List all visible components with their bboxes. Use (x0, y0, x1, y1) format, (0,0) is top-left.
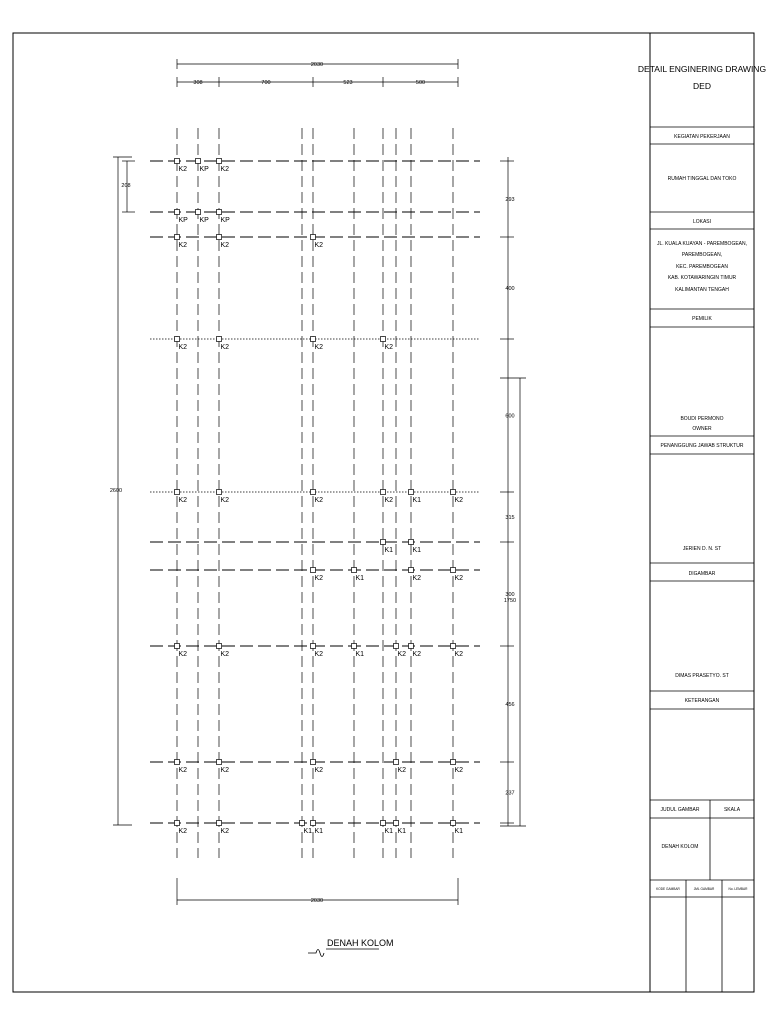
column-label: K2 (178, 828, 188, 835)
column-mark (409, 568, 414, 573)
column-label: K2 (178, 166, 188, 173)
column-mark (175, 210, 180, 215)
penanggung-label: PENANGGUNG JAWAB STRUKTUR (660, 443, 744, 449)
column-label: KP (178, 217, 188, 224)
column-label: K1 (355, 575, 365, 582)
column-label: K1 (412, 547, 422, 554)
dimension-right-total: 1750 (503, 598, 517, 604)
drawing-caption (308, 938, 394, 957)
dimension-right-segment: 315 (505, 515, 515, 521)
dimension-right-segment: 400 (505, 286, 515, 292)
column-mark (217, 490, 222, 495)
column-mark (196, 210, 201, 215)
column-mark (175, 337, 180, 342)
lokasi-line-2: PAREMBOGEAN, (681, 252, 723, 258)
column-label: K2 (220, 828, 230, 835)
column-mark (217, 235, 222, 240)
column-mark (394, 760, 399, 765)
dimension-top-segment: 500 (415, 80, 426, 86)
kode-label: KODE GAMBAR (656, 887, 680, 891)
lokasi-line-4: KAB. KOTAWARINGIN TIMUR (667, 275, 737, 281)
column-mark (217, 760, 222, 765)
column-mark (381, 337, 386, 342)
column-mark (394, 821, 399, 826)
judul-label: JUDUL GAMBAR (660, 807, 700, 813)
keterangan-label: KETERANGAN (684, 698, 720, 704)
column-mark (451, 490, 456, 495)
column-label: K2 (454, 651, 464, 658)
column-label: K2 (220, 166, 230, 173)
lokasi-line-3: KEC. PAREMBOGEAN (676, 264, 728, 270)
column-label: KP (199, 217, 209, 224)
dimension-overall-width-bottom: 2030 (310, 898, 324, 904)
skala-label: SKALA (723, 807, 741, 813)
no-lembar-label: No. LEMBAR (728, 887, 748, 891)
dimension-overall-height: 2600 (109, 488, 123, 494)
column-plan (110, 59, 526, 905)
pemilik-name: BOUDI PERMONO (680, 416, 724, 422)
sheet-border (13, 33, 754, 992)
column-label: KP (199, 166, 209, 173)
column-mark (311, 821, 316, 826)
judul-value: DENAH KOLOM (661, 844, 699, 850)
column-label: K1 (454, 828, 464, 835)
dimension-top-segment: 523 (343, 80, 353, 86)
column-mark (352, 568, 357, 573)
dimension-right-segment: 293 (505, 197, 515, 203)
column-mark (409, 540, 414, 545)
column-label: K2 (412, 575, 422, 582)
dimension-top-segment: 308 (193, 80, 203, 86)
column-label: K2 (178, 344, 188, 351)
column-mark (311, 568, 316, 573)
column-label: K2 (314, 497, 324, 504)
drawing-title: DENAH KOLOM (327, 938, 394, 948)
column-label: K2 (220, 651, 230, 658)
kegiatan-label: KEGIATAN PEKERJAAN (674, 134, 730, 140)
column-mark (311, 644, 316, 649)
column-label: K1 (384, 547, 394, 554)
column-mark (175, 490, 180, 495)
columns (175, 159, 464, 836)
column-mark (311, 337, 316, 342)
column-label: K2 (454, 767, 464, 774)
pemilik-label: PEMILIK (692, 316, 712, 322)
column-label: K1 (355, 651, 365, 658)
dimension-right-segment: 456 (505, 702, 515, 708)
column-label: K2 (178, 497, 188, 504)
column-label: K2 (397, 651, 407, 658)
column-label: K1 (397, 828, 407, 835)
column-mark (381, 490, 386, 495)
column-label: K2 (384, 497, 394, 504)
column-label: K2 (220, 344, 230, 351)
column-label: K2 (384, 344, 394, 351)
column-mark (352, 644, 357, 649)
kegiatan-value: RUMAH TINGGAL DAN TOKO (667, 176, 737, 182)
column-label: K2 (397, 767, 407, 774)
column-mark (394, 644, 399, 649)
jml-label: JML GAMBAR (693, 887, 715, 891)
column-label: KP (220, 217, 230, 224)
column-mark (311, 235, 316, 240)
dimension-right-segment: 300 (505, 592, 515, 598)
column-mark (175, 644, 180, 649)
column-mark (175, 235, 180, 240)
column-label: K2 (220, 767, 230, 774)
penanggung-name: JERIEN D. N. ST (682, 546, 722, 552)
column-mark (409, 490, 414, 495)
column-label: K2 (314, 767, 324, 774)
dimension-top-segment: 700 (261, 80, 271, 86)
lokasi-line-1: JL. KUALA KUAYAN - PAREMBOGEAN, (656, 241, 748, 247)
column-label: K2 (314, 242, 324, 249)
column-label: K1 (303, 828, 313, 835)
column-mark (217, 644, 222, 649)
column-mark (217, 159, 222, 164)
column-label: K1 (384, 828, 394, 835)
column-label: K1 (412, 497, 422, 504)
header-subtitle: DED (693, 81, 711, 91)
column-mark (451, 644, 456, 649)
column-mark (217, 210, 222, 215)
lokasi-label: LOKASI (692, 219, 712, 225)
column-label: K2 (412, 651, 422, 658)
column-label: K2 (220, 497, 230, 504)
column-mark (451, 760, 456, 765)
column-mark (311, 760, 316, 765)
column-label: K2 (454, 575, 464, 582)
column-label: K2 (178, 767, 188, 774)
column-mark (175, 760, 180, 765)
column-mark (311, 490, 316, 495)
column-mark (300, 821, 305, 826)
dimension-left-segment: 208 (121, 183, 131, 189)
dimension-right-segment: 600 (505, 413, 515, 420)
column-label: K2 (314, 575, 324, 582)
dimension-right-segment: 237 (505, 790, 515, 797)
column-mark (175, 159, 180, 164)
column-mark (217, 337, 222, 342)
column-label: K2 (178, 651, 188, 658)
column-label: K2 (178, 242, 188, 249)
column-mark (196, 159, 201, 164)
lokasi-line-5: KALIMANTAN TENGAH (675, 287, 729, 293)
column-mark (175, 821, 180, 826)
column-label: K2 (454, 497, 464, 504)
section-mark-icon (308, 950, 324, 957)
title-block (638, 33, 766, 992)
column-label: K2 (220, 242, 230, 249)
column-label: K1 (314, 828, 324, 835)
column-mark (381, 540, 386, 545)
column-mark (451, 821, 456, 826)
column-mark (451, 568, 456, 573)
digambar-label: DIGAMBAR (688, 571, 716, 577)
digambar-name: DIMAS PRASETYO. ST (675, 673, 729, 679)
column-mark (381, 821, 386, 826)
column-label: K2 (314, 651, 324, 658)
dimension-lines (110, 59, 526, 905)
column-mark (409, 644, 414, 649)
header-title: DETAIL ENGINERING DRAWING (637, 64, 767, 74)
column-label: K2 (314, 344, 324, 351)
dimension-overall-width-top: 2030 (310, 62, 324, 68)
column-mark (217, 821, 222, 826)
pemilik-role: OWNER (692, 426, 712, 432)
